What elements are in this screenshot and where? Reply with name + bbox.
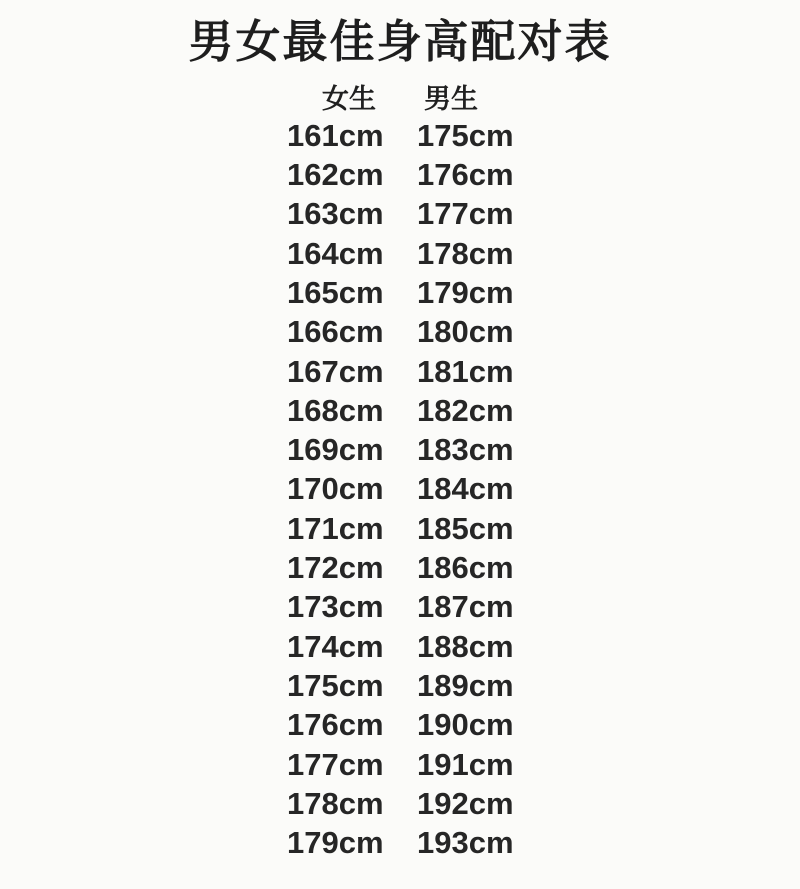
table-row xyxy=(287,194,513,233)
table-row xyxy=(287,234,513,273)
column-header-male: 男生 xyxy=(424,83,478,114)
table-row xyxy=(287,312,513,351)
male-height-value: 176cm xyxy=(417,157,514,193)
male-height-value: 179cm xyxy=(417,274,514,310)
female-height-value: 172cm xyxy=(287,550,384,586)
male-height-value: 193cm xyxy=(417,825,514,861)
male-height-value: 182cm xyxy=(417,392,514,428)
female-height-value: 161cm xyxy=(287,117,384,153)
female-height-value: 171cm xyxy=(287,510,384,546)
table-row xyxy=(287,823,513,862)
male-height-value: 183cm xyxy=(417,432,514,468)
female-height-value: 169cm xyxy=(287,432,384,468)
table-body xyxy=(287,116,513,863)
female-height-value: 175cm xyxy=(287,667,384,703)
table-row xyxy=(287,509,513,548)
female-height-value: 166cm xyxy=(287,314,384,350)
male-height-value: 189cm xyxy=(417,667,514,703)
female-height-value: 165cm xyxy=(287,274,384,310)
male-height-value: 186cm xyxy=(417,550,514,586)
table-row xyxy=(287,391,513,430)
table-row xyxy=(287,548,513,587)
male-height-value: 192cm xyxy=(417,785,514,821)
table-row xyxy=(287,627,513,666)
column-header-female: 女生 xyxy=(322,83,376,114)
height-table xyxy=(287,82,513,863)
table-row xyxy=(287,784,513,823)
female-height-value: 173cm xyxy=(287,589,384,625)
male-height-value: 187cm xyxy=(417,589,514,625)
female-height-value: 174cm xyxy=(287,628,384,664)
female-height-value: 179cm xyxy=(287,825,384,861)
female-height-value: 162cm xyxy=(287,157,384,193)
female-height-value: 164cm xyxy=(287,235,384,271)
male-height-value: 184cm xyxy=(417,471,514,507)
table-row xyxy=(287,745,513,784)
female-height-value: 168cm xyxy=(287,392,384,428)
female-height-value: 177cm xyxy=(287,746,384,782)
male-height-value: 180cm xyxy=(417,314,514,350)
female-height-value: 163cm xyxy=(287,196,384,232)
male-height-value: 181cm xyxy=(417,353,514,389)
table-header-row xyxy=(287,82,513,116)
table-row xyxy=(287,430,513,469)
male-height-value: 188cm xyxy=(417,628,514,664)
page-title: 男女最佳身高配对表 xyxy=(188,16,612,67)
table-row xyxy=(287,352,513,391)
table-row xyxy=(287,116,513,155)
female-height-value: 167cm xyxy=(287,353,384,389)
male-height-value: 191cm xyxy=(417,746,514,782)
male-height-value: 178cm xyxy=(417,235,514,271)
table-row xyxy=(287,155,513,194)
table-row xyxy=(287,587,513,626)
male-height-value: 175cm xyxy=(417,117,514,153)
male-height-value: 185cm xyxy=(417,510,514,546)
female-height-value: 170cm xyxy=(287,471,384,507)
female-height-value: 178cm xyxy=(287,785,384,821)
male-height-value: 177cm xyxy=(417,196,514,232)
table-row xyxy=(287,705,513,744)
table-row xyxy=(287,273,513,312)
male-height-value: 190cm xyxy=(417,707,514,743)
table-row xyxy=(287,666,513,705)
table-row xyxy=(287,469,513,508)
female-height-value: 176cm xyxy=(287,707,384,743)
